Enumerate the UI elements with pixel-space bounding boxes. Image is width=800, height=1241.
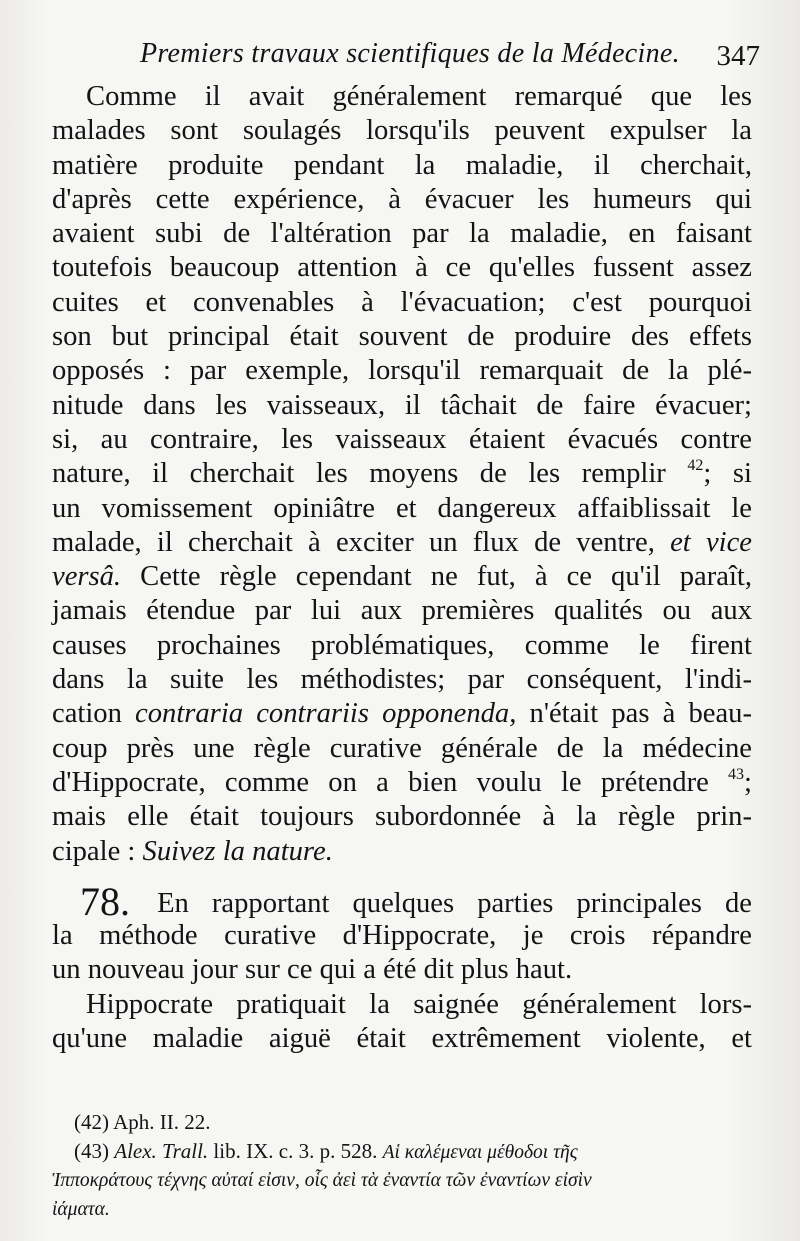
text-run: malade, il cherchait à exciter un flux de ventre, xyxy=(52,526,655,558)
text-line: dans la suite les méthodistes; par conséquent, l'indi- xyxy=(52,664,752,696)
text-line: coup près une règle curative générale de la médecine xyxy=(52,732,752,764)
text-line: jamais étendue par lui aux premières qualités ou aux xyxy=(52,595,752,627)
text-run: cation xyxy=(52,698,122,730)
text-line: un nouveau jour sur ce qui a été dit plus haut. xyxy=(52,954,573,986)
footnote-ref: lib. IX. c. 3. p. 528. xyxy=(213,1139,378,1163)
running-title: Premiers travaux scientifiques de la Médecine. xyxy=(140,38,680,69)
footnote-42: (42) Aph. II. 22. xyxy=(74,1110,211,1134)
text-run: En rapportant quelques parties principales de xyxy=(157,887,752,919)
text-line: toutefois beaucoup attention à ce qu'elles fussent assez xyxy=(52,252,752,284)
text-line: d'après cette expérience, à évacuer les humeurs qui xyxy=(52,183,752,215)
running-header xyxy=(40,38,760,82)
text-line: malades sont soulagés lorsqu'ils peuvent expulser la xyxy=(52,115,752,147)
text-line xyxy=(52,835,752,869)
footnote-source: Alex. Trall. xyxy=(114,1139,209,1163)
text-run: Cette règle cependant ne fut, à ce qu'il paraît, xyxy=(140,561,752,593)
body-text xyxy=(52,80,752,1056)
text-run: cipale : xyxy=(52,835,136,867)
text-line: causes prochaines problématiques, comme le firent xyxy=(52,629,752,661)
footnote-ref-43[interactable]: 43 xyxy=(728,765,745,783)
paragraph-gap xyxy=(52,869,752,885)
text-line xyxy=(52,560,752,594)
text-line: qu'une maladie aiguë était extrêmement violente, et xyxy=(52,1023,752,1055)
text-line: mais elle était toujours subordonnée à la règle prin- xyxy=(52,801,752,833)
page-number: 347 xyxy=(716,40,760,72)
text-run: ; xyxy=(744,766,752,798)
text-line: si, au contraire, les vaisseaux étaient évacués contre xyxy=(52,423,752,455)
italic-text: Suivez la nature. xyxy=(142,835,333,867)
italic-text: contraria contrariis opponenda, xyxy=(135,698,517,730)
text-line: matière produite pendant la maladie, il cherchait, xyxy=(52,149,752,181)
greek-quote: Αἱ καλέμεναι μέθοδοι τῆς xyxy=(382,1142,578,1163)
footnote-ref-42[interactable]: 42 xyxy=(687,457,704,475)
text-run: d'Hippocrate, comme on a bien voulu le prétendre xyxy=(52,766,709,798)
text-line: son but principal était souvent de produire des effets xyxy=(52,321,752,353)
footnote-43-cont: Ἱπποκράτους τέχνης αὐταί εἰσιν, οἷς ἀεὶ τὰ ἐναντία τῶν ἐναντίων εἰσὶν xyxy=(52,1170,592,1191)
text-line xyxy=(52,878,752,924)
text-line: Comme il avait généralement remarqué que les xyxy=(86,81,752,112)
italic-text: versâ. xyxy=(52,561,122,593)
text-line xyxy=(52,697,752,731)
text-line: avaient subi de l'altération par la maladie, en faisant xyxy=(52,218,752,250)
text-run: ; si xyxy=(703,458,753,490)
text-line: nitude dans les vaisseaux, il tâchait de faire évacuer; xyxy=(52,389,752,421)
text-line: un vomissement opiniâtre et dangereux affaiblissait le xyxy=(52,492,752,524)
text-line: cuites et convenables à l'évacuation; c'est pourquoi xyxy=(52,286,752,318)
footnote-43 xyxy=(74,1137,764,1166)
text-line: opposés : par exemple, lorsqu'il remarquait de la plé- xyxy=(52,355,752,387)
text-run: n'était pas à beau- xyxy=(529,698,752,730)
footnote-43-cont: ἰάματα. xyxy=(52,1199,110,1220)
text-line: Hippocrate pratiquait la saignée généralement lors- xyxy=(86,988,752,1020)
text-line: la méthode curative d'Hippocrate, je crois répandre xyxy=(52,920,752,952)
section-number: 78. xyxy=(80,878,130,924)
text-line xyxy=(52,766,752,800)
italic-text: et vice xyxy=(670,526,752,558)
text-run: nature, il cherchait les moyens de les remplir xyxy=(52,458,666,490)
footnote-label: (43) xyxy=(74,1139,109,1163)
text-line xyxy=(52,457,752,491)
footnotes xyxy=(52,1108,764,1224)
text-line xyxy=(52,526,752,560)
